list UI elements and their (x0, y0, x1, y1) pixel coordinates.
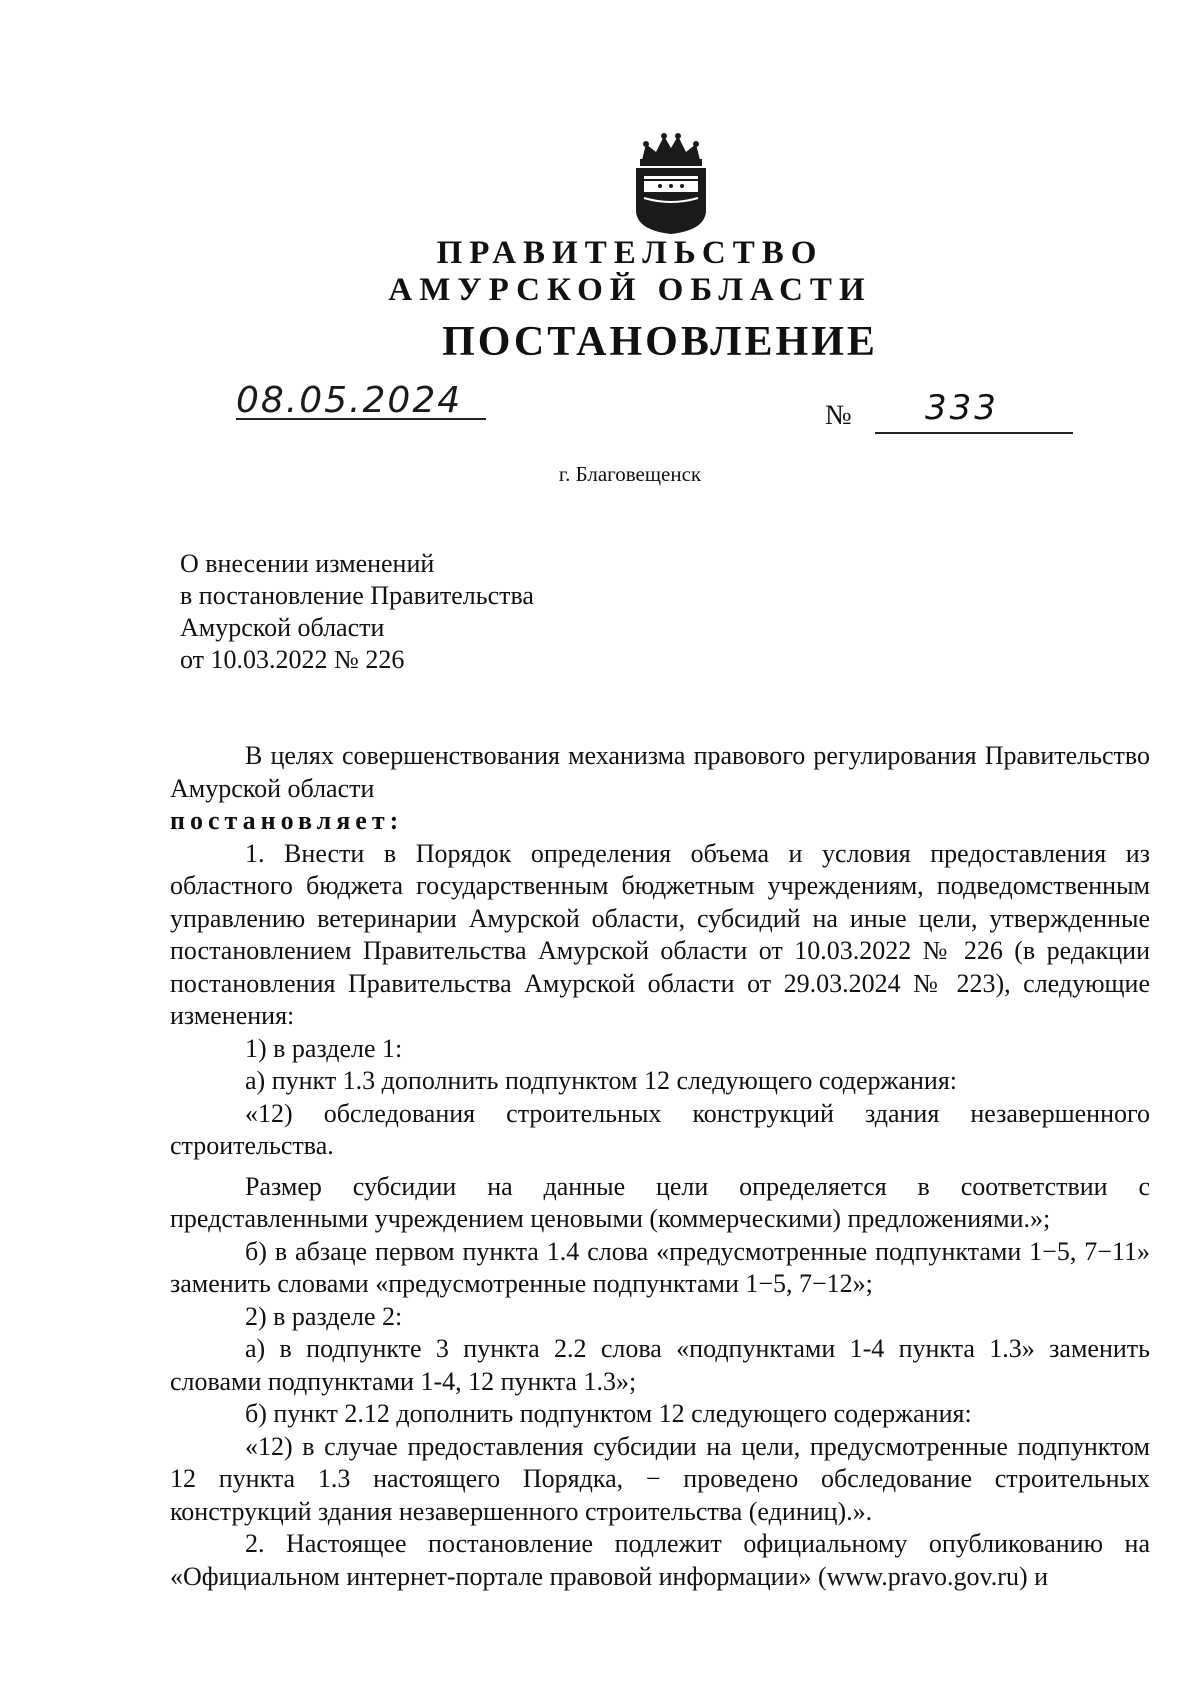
document-type-title: ПОСТАНОВЛЕНИЕ (442, 319, 878, 365)
number-underline (875, 432, 1073, 434)
subject-line: О внесении изменений (180, 549, 435, 578)
paragraph: а) пункт 1.3 дополнить подпунктом 12 следующего содержания: (245, 1066, 958, 1095)
region-title: АМУРСКОЙ ОБЛАСТИ (388, 272, 872, 308)
paragraph: 2) в разделе 2: (245, 1301, 403, 1331)
subject-line: от 10.03.2022 № 226 (180, 645, 405, 674)
paragraph: б) в абзаце первом пункта 1.4 слова «предусмотренные подпунктами 1−5, 7−11» заменить словами «предусмотренные подпунктами 1−5, 7−12»; (170, 1236, 1150, 1298)
number-sign: № (825, 400, 852, 431)
resolves-label: постановляет: (170, 806, 404, 835)
paragraph: б) пункт 2.12 дополнить подпунктом 12 следующего содержания: (245, 1399, 972, 1428)
paragraph: «12) обследования строительных конструкций здания незавершенного строительства. (170, 1098, 1150, 1160)
subject-line: Амурской области (180, 613, 385, 642)
city-label: г. Благовещенск (558, 462, 702, 486)
preamble: В целях совершенствования механизма правового регулирования Правительство Амурской области (170, 741, 1150, 803)
paragraph: 1. Внести в Порядок определения объема и условия предоставления из областного бюджета государственным бюджетным учреждениям, подведомственным управлению ветеринарии Амурской области, субсидий на иные цели, утвержденные постановлением Правительства Амурской области от 10.03.2022 № 226 (в редакции постановления Правительства Амурской области от 29.03.2024 № 223), следующие изменения: (170, 838, 1150, 1030)
paragraph: 2. Настоящее постановление подлежит официальному опубликованию на «Официальном интернет-портале правовой информации» (www.pravo.gov.ru) и (170, 1529, 1150, 1591)
paragraph: 1) в разделе 1: (245, 1033, 403, 1063)
spacer (170, 1163, 1150, 1171)
government-title: ПРАВИТЕЛЬСТВО (436, 235, 824, 271)
date-underline (236, 418, 486, 420)
paragraph: «12) в случае предоставления субсидии на цели, предусмотренные подпунктом 12 пункта 1.3 настоящего Порядка, − проведено обследование строительных конструкций здания незавершенного строительства (единиц).». (170, 1431, 1150, 1526)
coat-of-arms-icon (630, 130, 712, 236)
document-body (170, 740, 1150, 1593)
paragraph: а) в подпункте 3 пункта 2.2 слова «подпунктами 1-4 пункта 1.3» заменить словами подпунктами 1-4, 12 пункта 1.3»; (170, 1334, 1150, 1396)
document-number: 333 (925, 388, 999, 428)
subject-line: в постановление Правительства (180, 581, 534, 610)
document-date: 08.05.2024 (236, 380, 463, 421)
paragraph: Размер субсидии на данные цели определяется в соответствии с представленными учреждением ценовыми (коммерческими) предложениями.»; (170, 1171, 1150, 1233)
document-subject (180, 548, 534, 676)
